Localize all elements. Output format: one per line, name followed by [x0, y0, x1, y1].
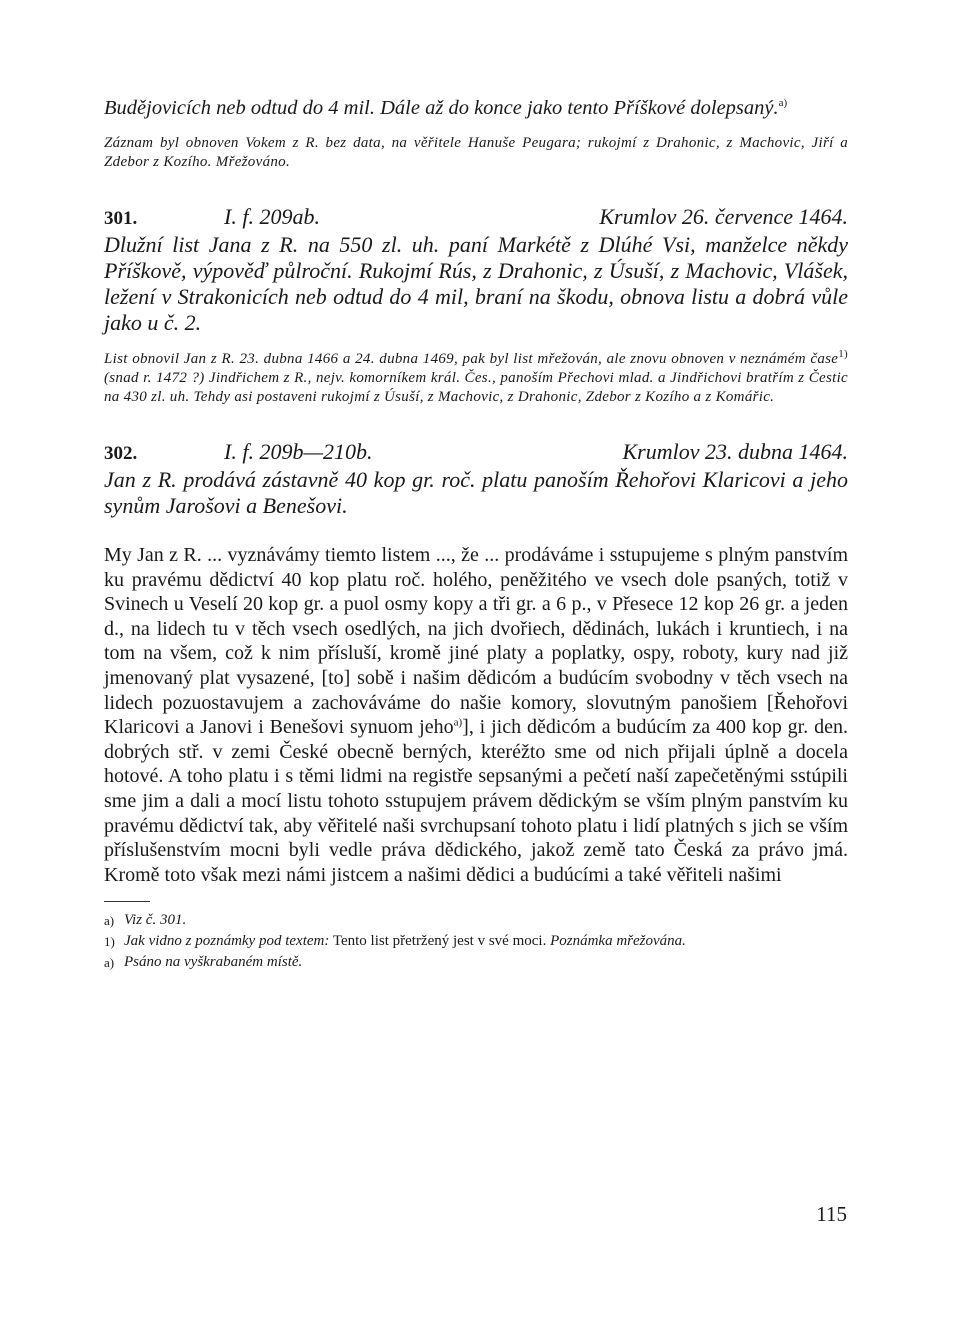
doc-302-summary: Jan z R. prodává zástavně 40 kop gr. roč. platu panoším Řehořovi Klaricovi a jeho synům Jarošovi a Benešovi.	[104, 467, 848, 518]
page-number: 115	[816, 1202, 847, 1226]
doc-301-note-rest: (snad r. 1472 ?) Jindřichem z R., nejv. komorníkem král. Čes., panoším Přechovi mlad. a Jindřichovi bratřím z Čestic na 430 zl. uh. Tehdy asi postaveni rukojmí z Úsuší, z Machovic, z Drahonic, Zdebor z Kozího a z Komářic.	[104, 370, 848, 405]
doc-301-date: Krumlov 26. července 1464.	[599, 204, 848, 229]
intro-text: Budějovicích neb odtud do 4 mil. Dále až do konce jako tento Příškové dolepsaný.	[104, 97, 779, 119]
footnote-text-italic-2: Poznámka mřežována.	[550, 933, 686, 950]
document-page	[104, 96, 848, 973]
doc-302-text-a: My Jan z R. ... vyznávámy tiemto listem ..., že ... prodáváme i sstupujeme s plným panstvím ku pravému dědictví 40 kop platu roč. holého, peněžitého ve vsech dole psaných, totiž v Svinech u Veselí 20 kop gr. a puol osmy kopy a tři gr. a 6 p., v Přesece 12 kop 26 gr. a jeden d., na lidech tu v těch vsech osedlých, na jich dvořiech, dědinách, lukách i kruntiech, i na tom na všem, což k nim přísluší, kromě jiné platy a poplatky, ospy, roboty, kury nad již jmenovaný plat vysazené, [to] sobě i našim dědicóm a budúcím svobodny v těch vsech na lidech pozuostavujem a zachováváme do našie komory, slovutným panošiem [Řehořovi Klaricovi a Janovi i Benešovi synuom jeho	[104, 544, 848, 739]
doc-302-header	[104, 439, 848, 467]
doc-301-number: 301.	[104, 208, 138, 229]
doc-301-note-text: List obnovil Jan z R. 23. dubna 1466 a 24. dubna 1469, pak byl list mřežován, ale znovu obnoven v neznámém čase	[104, 351, 839, 367]
footnote-mark: 1)	[104, 934, 115, 950]
doc-301-note	[104, 350, 848, 407]
footnote	[104, 910, 848, 931]
intro-footnote-ref: a)	[778, 97, 788, 110]
footnote-divider	[104, 901, 150, 902]
doc-302-date: Krumlov 23. dubna 1464.	[622, 439, 848, 464]
footnote-text	[124, 931, 848, 952]
footnote	[104, 952, 848, 973]
doc-301-summary: Dlužní list Jana z R. na 550 zl. uh. paní Markétě z Dlúhé Vsi, manželce někdy Příškově, výpověď půlroční. Rukojmí Rús, z Drahonic, z Úsuší, z Machovic, Vlášek, ležení v Strakonicích neb odtud do 4 mil, braní na škodu, obnova listu a dobrá vůle jako u č. 2.	[104, 232, 848, 335]
doc-302-number: 302.	[104, 443, 138, 464]
footnote-mark: a)	[104, 955, 115, 971]
doc-302-text	[104, 543, 848, 887]
footnote-text-roman: Tento list přetržený jest v své moci.	[329, 933, 551, 950]
footnote-mark: a)	[104, 913, 115, 929]
footnote-text-italic: Jak vidno z poznámky pod textem:	[124, 933, 330, 950]
intro-note: Záznam byl obnoven Vokem z R. bez data, na věřitele Hanuše Peugara; rukojmí z Drahonic, z Machovic, Jiří a Zdebor z Kozího. Mřežováno.	[104, 135, 848, 170]
footnote	[104, 931, 848, 952]
footnote-text: Psáno na vyškrabaném místě.	[124, 954, 303, 971]
doc-301-ref: I. f. 209ab.	[224, 204, 320, 229]
doc-302-ref: I. f. 209b—210b.	[224, 439, 373, 464]
intro-paragraph	[104, 96, 848, 120]
doc-301-header	[104, 204, 848, 232]
footnote-text: Viz č. 301.	[124, 912, 187, 929]
doc-301-note-footnote-ref: 1)	[838, 348, 848, 360]
doc-302-text-b: ], i jich dědicóm a budúcím za 400 kop gr. den. dobrých stř. v zemi České obecně berných, kteréžto sme od nich přijali úplně a docela hotové. A toho platu i s těmi lidmi na registře sepsanými a pečetí naší zapečetěnými sstúpili sme jim a dali a mocí listu tohoto sstupujem právem dědickým se vším plným panstvím ku pravému dědictví tak, aby věřitelé naši svrchupsaní tohoto platu i lidí platných s jich se vším příslušenstvím mocni byli vedle práva dědického, jakož země tato Česká za právo jmá. Kromě toto však mezi námi jistcem a našimi dědici a budúcími a také věřiteli našimi	[104, 716, 848, 886]
doc-302-text-footnote-ref: a)	[453, 716, 463, 729]
